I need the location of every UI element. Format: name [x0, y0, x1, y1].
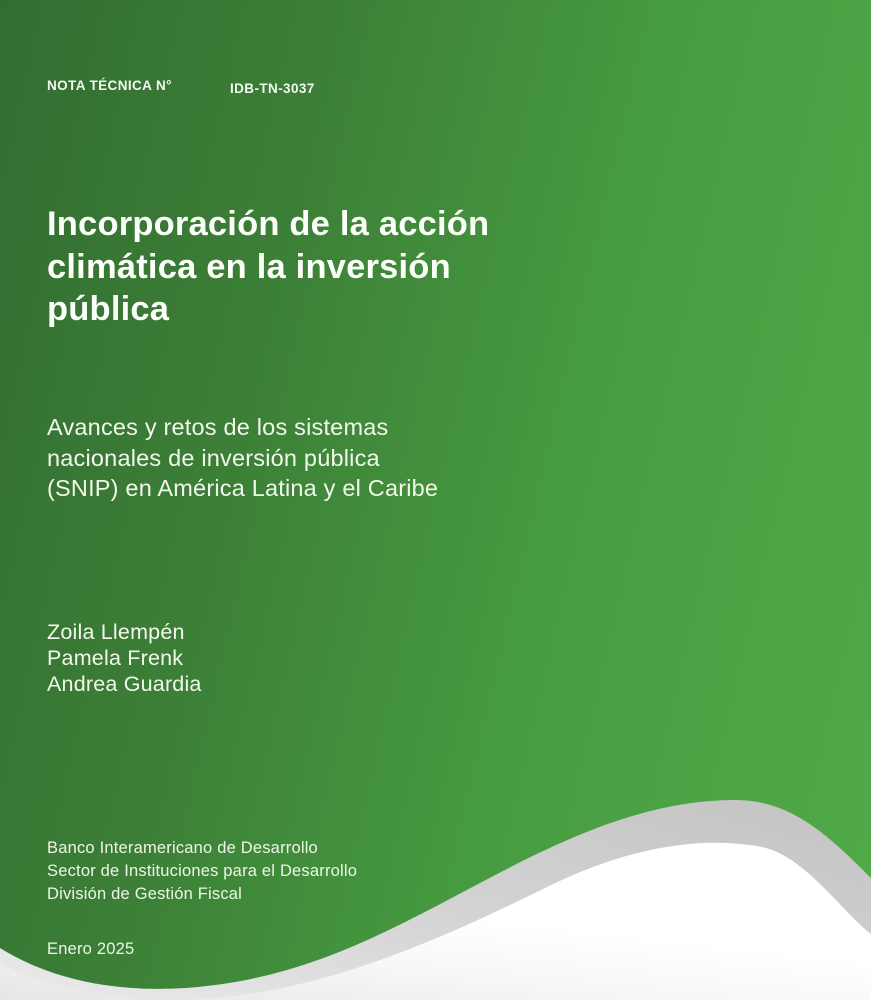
page-title — [47, 203, 489, 331]
page-subtitle — [47, 412, 438, 504]
bottom-wave-graphic — [0, 740, 871, 1000]
affiliation-line: Banco Interamericano de Desarrollo — [47, 839, 318, 857]
page-subtitle-line: nacionales de inversión pública — [47, 444, 380, 471]
page-subtitle-line: (SNIP) en América Latina y el Caribe — [47, 475, 439, 501]
author-name: Zoila Llempén — [47, 620, 185, 644]
affiliation-line: Sector de Instituciones para el Desarrollo — [47, 862, 358, 880]
page-title-line: climática en la inversión — [47, 247, 451, 286]
affiliation-line: División de Gestión Fiscal — [47, 885, 243, 903]
author-list — [47, 619, 202, 697]
page-title-line: pública — [47, 290, 170, 328]
series-number: IDB-TN-3037 — [230, 81, 315, 96]
publication-date: Enero 2025 — [47, 940, 135, 958]
page-title-line: Incorporación de la acción — [47, 205, 490, 243]
author-name: Pamela Frenk — [47, 646, 184, 670]
page-subtitle-line: Avances y retos de los sistemas — [47, 414, 389, 440]
series-label: NOTA TÉCNICA N° — [47, 78, 172, 93]
author-name: Andrea Guardia — [47, 672, 202, 696]
